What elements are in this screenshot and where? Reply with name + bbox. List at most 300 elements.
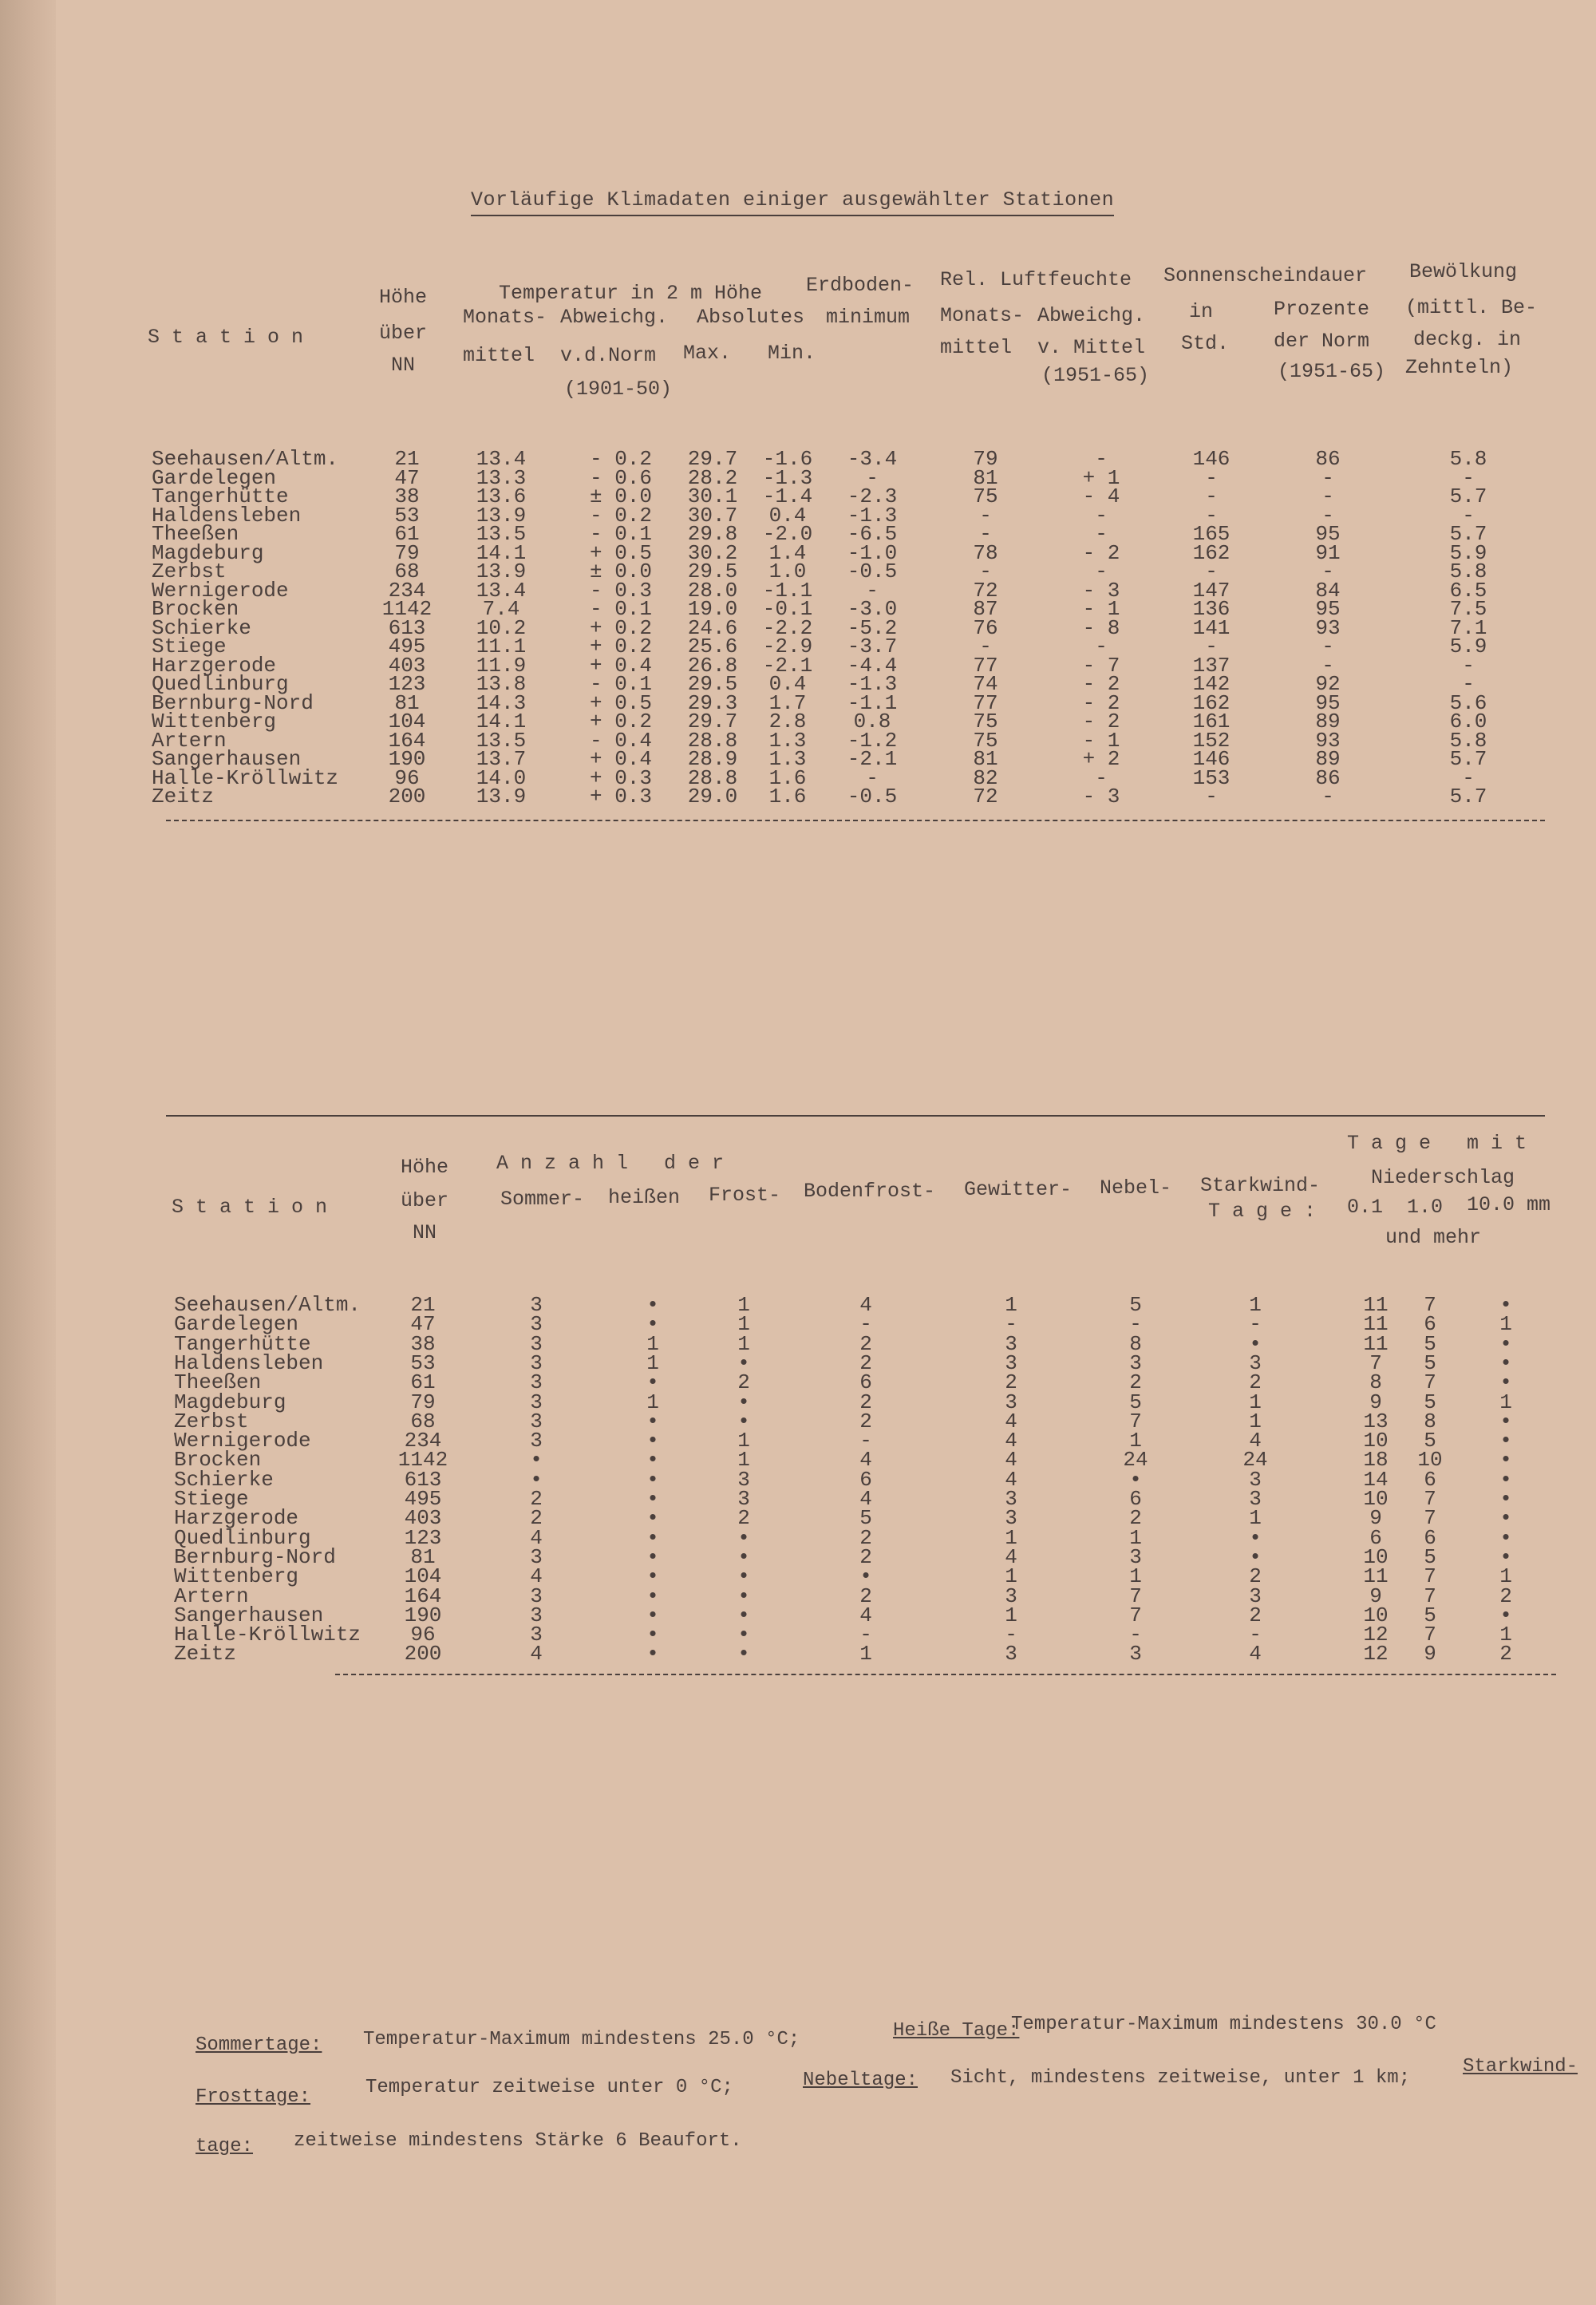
t2-cell-frost: • <box>737 1390 750 1414</box>
t2-station-name: Sangerhausen <box>174 1603 324 1627</box>
t1-cell-erd: 0.8 <box>853 710 891 733</box>
t1-cell-monats: 13.5 <box>476 728 527 753</box>
t2-cell-nebel: 1 <box>1129 1525 1142 1550</box>
t2-cell-nebel: 2 <box>1129 1506 1142 1531</box>
t2-cell-sommer: 4 <box>530 1564 543 1589</box>
t2-cell-starkwind: 3 <box>1249 1487 1262 1511</box>
t2-cell-hoehe: 1142 <box>397 1448 448 1473</box>
t1-cell-max: 28.8 <box>687 728 738 753</box>
t2-cell-hoehe: 200 <box>404 1642 442 1666</box>
t2-cell-nebel: 3 <box>1129 1350 1142 1375</box>
t2-cell-n2: 10 <box>1417 1448 1443 1473</box>
t2-niederschlag-header: Niederschlag <box>1371 1166 1515 1189</box>
t2-cell-hoehe: 96 <box>410 1623 436 1647</box>
t2-cell-n3: 1 <box>1499 1390 1512 1414</box>
t1-cell-rel-monats: 75 <box>973 484 998 508</box>
t2-cell-heiss: • <box>646 1409 659 1433</box>
t1-cell-sonne-std: 153 <box>1192 765 1231 790</box>
t1-cell-rel-monats: 87 <box>973 597 998 621</box>
t1-cell-sonne-std: 152 <box>1192 728 1231 753</box>
t2-cell-hoehe: 38 <box>410 1331 436 1356</box>
t1-cell-rel-abw: - <box>1095 635 1108 658</box>
t2-cell-n2: 9 <box>1424 1642 1436 1666</box>
t1-harz-divider <box>166 820 1545 821</box>
t2-station-name: Theeßen <box>174 1370 262 1395</box>
t2-cell-n1: 8 <box>1369 1370 1382 1395</box>
t2-cell-sommer: 3 <box>530 1350 543 1375</box>
t2-station-name: Seehausen/Altm. <box>174 1293 361 1317</box>
t1-cell-rel-abw: - 4 <box>1082 484 1120 508</box>
t1-cell-monats: 13.4 <box>476 578 527 603</box>
t1-cell-hoehe: 190 <box>388 747 426 771</box>
t2-nebel-header: Nebel- <box>1100 1176 1172 1200</box>
footnote-nebeltage-text: Sicht, mindestens zeitweise, unter 1 km; <box>950 2067 1411 2089</box>
t1-cell-rel-abw: - 2 <box>1082 540 1120 565</box>
t2-cell-n1: 11 <box>1363 1564 1389 1589</box>
t1-cell-min: -1.3 <box>762 465 813 490</box>
t1-hoehe-header: Höhe <box>378 286 428 309</box>
t2-cell-bodenfrost: 6 <box>859 1370 872 1395</box>
t2-cell-heiss: • <box>646 1312 659 1337</box>
t2-cell-starkwind: 1 <box>1249 1293 1262 1317</box>
t1-cell-min: 0.4 <box>768 672 807 696</box>
t1-cell-sonne-proz: - <box>1321 635 1334 658</box>
t2-cell-heiss: • <box>646 1603 659 1627</box>
t2-cell-n3: • <box>1499 1487 1512 1511</box>
t1-cell-min: 1.6 <box>768 765 807 790</box>
t1-cell-rel-monats: 76 <box>973 615 998 640</box>
t1-cell-abw: - 0.4 <box>589 728 653 753</box>
t1-cell-hoehe: 81 <box>394 690 420 715</box>
t2-cell-sommer: 3 <box>530 1370 543 1395</box>
t1-cell-sonne-std: 165 <box>1192 522 1231 546</box>
t1-cell-min: -1.4 <box>762 484 813 508</box>
t1-cell-hoehe: 200 <box>388 785 426 809</box>
t2-cell-n2: 7 <box>1424 1370 1436 1395</box>
t1-station-name: Zerbst <box>152 559 227 583</box>
page-edge <box>0 0 56 2305</box>
t1-cell-abw: + 0.4 <box>589 653 653 678</box>
document-title: Vorläufige Klimadaten einiger ausgewählter Stationen <box>471 188 1114 216</box>
t1-cell-bew: - <box>1462 765 1475 790</box>
t1-cell-rel-abw: + 2 <box>1082 747 1120 771</box>
t1-cell-abw: + 0.2 <box>589 635 653 658</box>
t1-cell-sonne-proz: 95 <box>1315 522 1341 546</box>
t1-cell-sonne-proz: - <box>1321 653 1334 678</box>
t1-cell-bew: - <box>1462 672 1475 696</box>
t1-station-name: Gardelegen <box>152 465 277 490</box>
t1-cell-max: 29.7 <box>687 710 738 733</box>
t1-cell-rel-abw: + 1 <box>1082 465 1120 490</box>
t1-cell-sonne-proz: 84 <box>1315 578 1341 603</box>
t1-cell-max: 28.2 <box>687 465 738 490</box>
t2-cell-frost: • <box>737 1623 750 1647</box>
t2-station-name: Zeitz <box>174 1642 237 1666</box>
t1-cell-bew: 5.8 <box>1449 559 1487 583</box>
t1-cell-rel-abw: - 3 <box>1082 578 1120 603</box>
t2-cell-sommer: 3 <box>530 1544 543 1569</box>
t1-cell-hoehe: 123 <box>388 672 426 696</box>
t1-cell-erd: -1.3 <box>847 672 898 696</box>
t2-cell-bodenfrost: 2 <box>859 1409 872 1433</box>
t1-cell-sonne-std: 146 <box>1192 447 1231 471</box>
t1-cell-min: 1.6 <box>768 785 807 809</box>
t2-cell-gewitter: 3 <box>1005 1642 1017 1666</box>
t1-cell-sonne-proz: 86 <box>1315 447 1341 471</box>
t1-cell-monats: 13.9 <box>476 559 527 583</box>
t1-cell-monats: 14.1 <box>476 710 527 733</box>
t1-rel-abweichung-header: Abweichg. <box>1037 304 1146 327</box>
t1-sonne-std-header: in <box>1188 300 1214 323</box>
t1-cell-abw: + 0.2 <box>589 710 653 733</box>
t1-cell-min: -2.1 <box>762 653 813 678</box>
t2-station-name: Artern <box>174 1583 249 1608</box>
t1-cell-rel-monats: 81 <box>973 465 998 490</box>
t2-cell-sommer: 3 <box>530 1603 543 1627</box>
t2-cell-bodenfrost: - <box>859 1312 872 1337</box>
t2-cell-nebel: 2 <box>1129 1370 1142 1395</box>
t2-station-name: Quedlinburg <box>174 1525 311 1550</box>
t2-cell-starkwind: 2 <box>1249 1564 1262 1589</box>
t2-cell-n1: 10 <box>1363 1429 1389 1453</box>
t2-cell-n1: 6 <box>1369 1525 1382 1550</box>
t1-station-name: Brocken <box>152 597 239 621</box>
t1-cell-sonne-proz: 91 <box>1315 540 1341 565</box>
t2-hoehe-header: Höhe <box>400 1156 449 1179</box>
t1-cell-sonne-std: - <box>1205 465 1218 490</box>
t2-cell-n2: 5 <box>1424 1603 1436 1627</box>
t2-cell-hoehe: 123 <box>404 1525 442 1550</box>
t2-cell-heiss: 1 <box>646 1350 659 1375</box>
t1-cell-abw: - 0.1 <box>589 597 653 621</box>
t2-cell-hoehe: 79 <box>410 1390 436 1414</box>
t1-cell-sonne-proz: 86 <box>1315 765 1341 790</box>
t2-cell-n2: 7 <box>1424 1293 1436 1317</box>
t1-cell-rel-abw: - <box>1095 447 1108 471</box>
t2-cell-n1: 10 <box>1363 1487 1389 1511</box>
t2-cell-bodenfrost: 2 <box>859 1544 872 1569</box>
t1-cell-erd: -5.2 <box>847 615 898 640</box>
t1-cell-erd: - <box>866 465 879 490</box>
t2-cell-n1: 14 <box>1363 1467 1389 1492</box>
t2-cell-gewitter: 4 <box>1005 1544 1017 1569</box>
t2-cell-gewitter: 3 <box>1005 1583 1017 1608</box>
t2-cell-heiss: • <box>646 1506 659 1531</box>
t1-cell-hoehe: 403 <box>388 653 426 678</box>
t1-cell-hoehe: 61 <box>394 522 420 546</box>
t2-cell-n1: 13 <box>1363 1409 1389 1433</box>
t1-cell-rel-monats: 74 <box>973 672 998 696</box>
t2-cell-starkwind: • <box>1249 1525 1262 1550</box>
t2-cell-gewitter: 4 <box>1005 1409 1017 1433</box>
t2-cell-starkwind: - <box>1249 1623 1262 1647</box>
t1-cell-erd: - <box>866 578 879 603</box>
t2-cell-gewitter: 1 <box>1005 1293 1017 1317</box>
t2-cell-starkwind: • <box>1249 1331 1262 1356</box>
t2-cell-n2: 7 <box>1424 1583 1436 1608</box>
t2-cell-frost: 1 <box>737 1429 750 1453</box>
t1-cell-monats: 13.9 <box>476 785 527 809</box>
table-separator-rule <box>166 1115 1545 1117</box>
t2-cell-n2: 6 <box>1424 1467 1436 1492</box>
t2-station-name: Bernburg-Nord <box>174 1544 336 1569</box>
t1-cell-sonne-std: 146 <box>1192 747 1231 771</box>
t1-cell-hoehe: 96 <box>394 765 420 790</box>
t1-cell-abw: + 0.5 <box>589 540 653 565</box>
t1-cell-erd: -1.3 <box>847 503 898 528</box>
t2-cell-bodenfrost: 6 <box>859 1467 872 1492</box>
t2-cell-heiss: • <box>646 1525 659 1550</box>
footnote-frosttage-label: Frosttage: <box>196 2086 311 2108</box>
t2-cell-n1: 9 <box>1369 1390 1382 1414</box>
t1-cell-monats: 11.1 <box>476 635 527 658</box>
t1-cell-sonne-std: 162 <box>1192 540 1231 565</box>
t1-cell-sonne-std: - <box>1205 785 1218 809</box>
t2-cell-sommer: 3 <box>530 1409 543 1433</box>
t1-cell-rel-monats: 72 <box>973 578 998 603</box>
t1-cell-hoehe: 495 <box>388 635 426 658</box>
footnote-heisse-text: Temperatur-Maximum mindestens 30.0 °C <box>1011 2014 1436 2035</box>
t1-cell-sonne-proz: - <box>1321 559 1334 583</box>
t2-cell-n1: 9 <box>1369 1583 1382 1608</box>
t2-cell-heiss: 1 <box>646 1331 659 1356</box>
t1-cell-bew: 7.1 <box>1449 615 1487 640</box>
t2-cell-frost: 1 <box>737 1448 750 1473</box>
t1-cell-hoehe: 234 <box>388 578 426 603</box>
t2-cell-hoehe: 234 <box>404 1429 442 1453</box>
t1-cell-bew: - <box>1462 653 1475 678</box>
t2-cell-n2: 8 <box>1424 1409 1436 1433</box>
t1-cell-abw: - 0.3 <box>589 578 653 603</box>
t1-cell-rel-monats: 77 <box>973 653 998 678</box>
t2-station-name: Wittenberg <box>174 1564 299 1589</box>
t2-cell-heiss: • <box>646 1623 659 1647</box>
t2-cell-n1: 10 <box>1363 1544 1389 1569</box>
t1-cell-rel-monats: 78 <box>973 540 998 565</box>
t1-cell-rel-monats: - <box>979 522 992 546</box>
t1-cell-rel-monats: 72 <box>973 785 998 809</box>
t1-cell-sonne-std: 136 <box>1192 597 1231 621</box>
t2-cell-n3: 2 <box>1499 1642 1512 1666</box>
t2-cell-n3: • <box>1499 1370 1512 1395</box>
t2-cell-heiss: 1 <box>646 1390 659 1414</box>
t1-station-name: Halle-Kröllwitz <box>152 765 339 790</box>
t1-cell-monats: 13.9 <box>476 503 527 528</box>
t2-cell-n1: 12 <box>1363 1642 1389 1666</box>
footnote-heisse-label: Heiße Tage: <box>893 2020 1020 2042</box>
t2-cell-frost: 1 <box>737 1312 750 1337</box>
t1-cell-max: 25.6 <box>687 635 738 658</box>
t2-cell-n2: 5 <box>1424 1350 1436 1375</box>
t2-cell-n3: 1 <box>1499 1564 1512 1589</box>
t1-cell-sonne-proz: - <box>1321 785 1334 809</box>
t2-station-name: Wernigerode <box>174 1429 311 1453</box>
t1-cell-min: 1.3 <box>768 747 807 771</box>
t2-cell-bodenfrost: • <box>859 1564 872 1589</box>
t2-cell-n2: 7 <box>1424 1506 1436 1531</box>
t2-cell-gewitter: 3 <box>1005 1350 1017 1375</box>
t2-cell-bodenfrost: 4 <box>859 1448 872 1473</box>
t2-cell-gewitter: 3 <box>1005 1331 1017 1356</box>
footnote-starkwind-label-cont: tage: <box>196 2136 254 2157</box>
t2-cell-sommer: • <box>530 1448 543 1473</box>
t1-cell-max: 29.5 <box>687 672 738 696</box>
t2-cell-frost: 3 <box>737 1467 750 1492</box>
t2-cell-n3: • <box>1499 1525 1512 1550</box>
t1-station-name: Stiege <box>152 635 227 658</box>
t1-cell-monats: 13.4 <box>476 447 527 471</box>
t1-cell-erd: -4.4 <box>847 653 898 678</box>
t2-cell-n2: 5 <box>1424 1544 1436 1569</box>
t2-cell-gewitter: 1 <box>1005 1603 1017 1627</box>
t2-cell-nebel: 24 <box>1123 1448 1148 1473</box>
t1-cell-erd: -1.0 <box>847 540 898 565</box>
t2-cell-hoehe: 21 <box>410 1293 436 1317</box>
t2-cell-bodenfrost: 5 <box>859 1506 872 1531</box>
t2-cell-n1: 11 <box>1363 1331 1389 1356</box>
t1-cell-erd: -3.0 <box>847 597 898 621</box>
t1-cell-sonne-proz: 89 <box>1315 710 1341 733</box>
t2-cell-bodenfrost: 2 <box>859 1525 872 1550</box>
t1-cell-monats: 13.3 <box>476 465 527 490</box>
t2-cell-starkwind: 1 <box>1249 1409 1262 1433</box>
t1-cell-hoehe: 68 <box>394 559 420 583</box>
t1-cell-min: -0.1 <box>762 597 813 621</box>
t1-station-name: Schierke <box>152 615 251 640</box>
t2-cell-nebel: 7 <box>1129 1409 1142 1433</box>
t2-cell-bodenfrost: 2 <box>859 1350 872 1375</box>
t1-cell-erd: - <box>866 765 879 790</box>
t1-cell-monats: 11.9 <box>476 653 527 678</box>
t1-cell-rel-monats: 75 <box>973 728 998 753</box>
t2-cell-sommer: 3 <box>530 1583 543 1608</box>
t1-cell-abw: + 0.4 <box>589 747 653 771</box>
t2-cell-gewitter: 3 <box>1005 1506 1017 1531</box>
t1-station-name: Sangerhausen <box>152 747 302 771</box>
t1-cell-max: 29.8 <box>687 522 738 546</box>
t1-station-header: S t a t i o n <box>148 326 304 349</box>
t2-cell-nebel: 3 <box>1129 1544 1142 1569</box>
t1-erdboden-header: Erdboden- <box>806 274 915 297</box>
t1-cell-monats: 10.2 <box>476 615 527 640</box>
t1-cell-sonne-proz: 93 <box>1315 728 1341 753</box>
t1-cell-sonne-proz: 95 <box>1315 690 1341 715</box>
t2-cell-starkwind: 1 <box>1249 1506 1262 1531</box>
t2-cell-gewitter: 2 <box>1005 1370 1017 1395</box>
t2-cell-frost: • <box>737 1409 750 1433</box>
t1-cell-erd: -3.4 <box>847 447 898 471</box>
t1-cell-sonne-std: 161 <box>1192 710 1231 733</box>
t2-cell-n2: 6 <box>1424 1525 1436 1550</box>
t1-cell-erd: -2.1 <box>847 747 898 771</box>
t1-cell-bew: - <box>1462 503 1475 528</box>
t1-cell-rel-monats: 82 <box>973 765 998 790</box>
footnote-starkwind-label: Starkwind- <box>1463 2056 1578 2078</box>
t2-cell-sommer: 3 <box>530 1312 543 1337</box>
t2-station-name: Halle-Kröllwitz <box>174 1623 361 1647</box>
t1-cell-bew: 5.9 <box>1449 635 1487 658</box>
t2-cell-hoehe: 68 <box>410 1409 436 1433</box>
t2-cell-bodenfrost: 2 <box>859 1390 872 1414</box>
t2-cell-nebel: 1 <box>1129 1564 1142 1589</box>
t1-cell-sonne-std: 142 <box>1192 672 1231 696</box>
t2-cell-bodenfrost: 4 <box>859 1603 872 1627</box>
t2-frost-header: Frost- <box>709 1184 781 1207</box>
t2-tage-header: T a g e : <box>1208 1200 1317 1223</box>
t2-cell-hoehe: 613 <box>404 1467 442 1492</box>
t2-station-name: Stiege <box>174 1487 249 1511</box>
t1-cell-min: 1.4 <box>768 540 807 565</box>
t2-und-mehr-header: und mehr <box>1385 1226 1482 1249</box>
t1-abweichung-header: Abweichg. <box>560 306 669 329</box>
t2-station-name: Magdeburg <box>174 1390 286 1414</box>
t1-cell-erd: -2.3 <box>847 484 898 508</box>
t1-cell-max: 19.0 <box>687 597 738 621</box>
t2-cell-n3: • <box>1499 1448 1512 1473</box>
t2-sommer-header: Sommer- <box>500 1188 585 1211</box>
t2-cell-gewitter: 4 <box>1005 1448 1017 1473</box>
t2-cell-starkwind: 4 <box>1249 1429 1262 1453</box>
t2-cell-sommer: 2 <box>530 1506 543 1531</box>
t2-cell-hoehe: 104 <box>404 1564 442 1589</box>
t2-cell-heiss: • <box>646 1544 659 1569</box>
t1-cell-rel-abw: - <box>1095 765 1108 790</box>
t2-cell-hoehe: 164 <box>404 1583 442 1608</box>
t1-cell-rel-abw: - 7 <box>1082 653 1120 678</box>
t2-cell-n3: • <box>1499 1293 1512 1317</box>
t1-cell-sonne-std: 162 <box>1192 690 1231 715</box>
t2-cell-heiss: • <box>646 1487 659 1511</box>
t1-cell-rel-monats: 77 <box>973 690 998 715</box>
t1-cell-max: 28.0 <box>687 578 738 603</box>
t1-cell-rel-abw: - <box>1095 522 1108 546</box>
t2-cell-frost: 2 <box>737 1506 750 1531</box>
t1-cell-max: 29.3 <box>687 690 738 715</box>
t2-cell-bodenfrost: 4 <box>859 1487 872 1511</box>
t2-cell-nebel: 5 <box>1129 1293 1142 1317</box>
t2-station-name: Brocken <box>174 1448 262 1473</box>
t2-cell-frost: • <box>737 1642 750 1666</box>
t2-cell-heiss: • <box>646 1370 659 1395</box>
t2-cell-starkwind: - <box>1249 1312 1262 1337</box>
t1-station-name: Tangerhütte <box>152 484 289 508</box>
t1-cell-rel-abw: - 1 <box>1082 728 1120 753</box>
t1-cell-min: -2.0 <box>762 522 813 546</box>
t1-sonne-prozente-header: Prozente <box>1274 298 1370 321</box>
t2-cell-n1: 11 <box>1363 1312 1389 1337</box>
t2-cell-nebel: 7 <box>1129 1603 1142 1627</box>
t1-luftfeuchte-group-header: Rel. Luftfeuchte <box>940 268 1132 291</box>
t2-cell-nebel: 3 <box>1129 1642 1142 1666</box>
t1-station-name: Theeßen <box>152 522 239 546</box>
t2-cell-hoehe: 495 <box>404 1487 442 1511</box>
t1-cell-sonne-proz: 89 <box>1315 747 1341 771</box>
footnote-starkwind-text: zeitweise mindestens Stärke 6 Beaufort. <box>294 2130 742 2152</box>
t1-cell-rel-abw: - 2 <box>1082 672 1120 696</box>
t1-cell-sonne-proz: 92 <box>1315 672 1341 696</box>
t2-cell-n3: 1 <box>1499 1623 1512 1647</box>
t2-cell-bodenfrost: 2 <box>859 1583 872 1608</box>
t2-cell-frost: 2 <box>737 1370 750 1395</box>
t1-station-name: Magdeburg <box>152 540 264 565</box>
t2-station-name: Zerbst <box>174 1409 249 1433</box>
t1-cell-erd: -6.5 <box>847 522 898 546</box>
t2-cell-heiss: • <box>646 1293 659 1317</box>
t1-cell-bew: 5.8 <box>1449 447 1487 471</box>
t2-station-name: Tangerhütte <box>174 1331 311 1356</box>
t1-cell-abw: + 0.5 <box>589 690 653 715</box>
t1-station-name: Artern <box>152 728 227 753</box>
